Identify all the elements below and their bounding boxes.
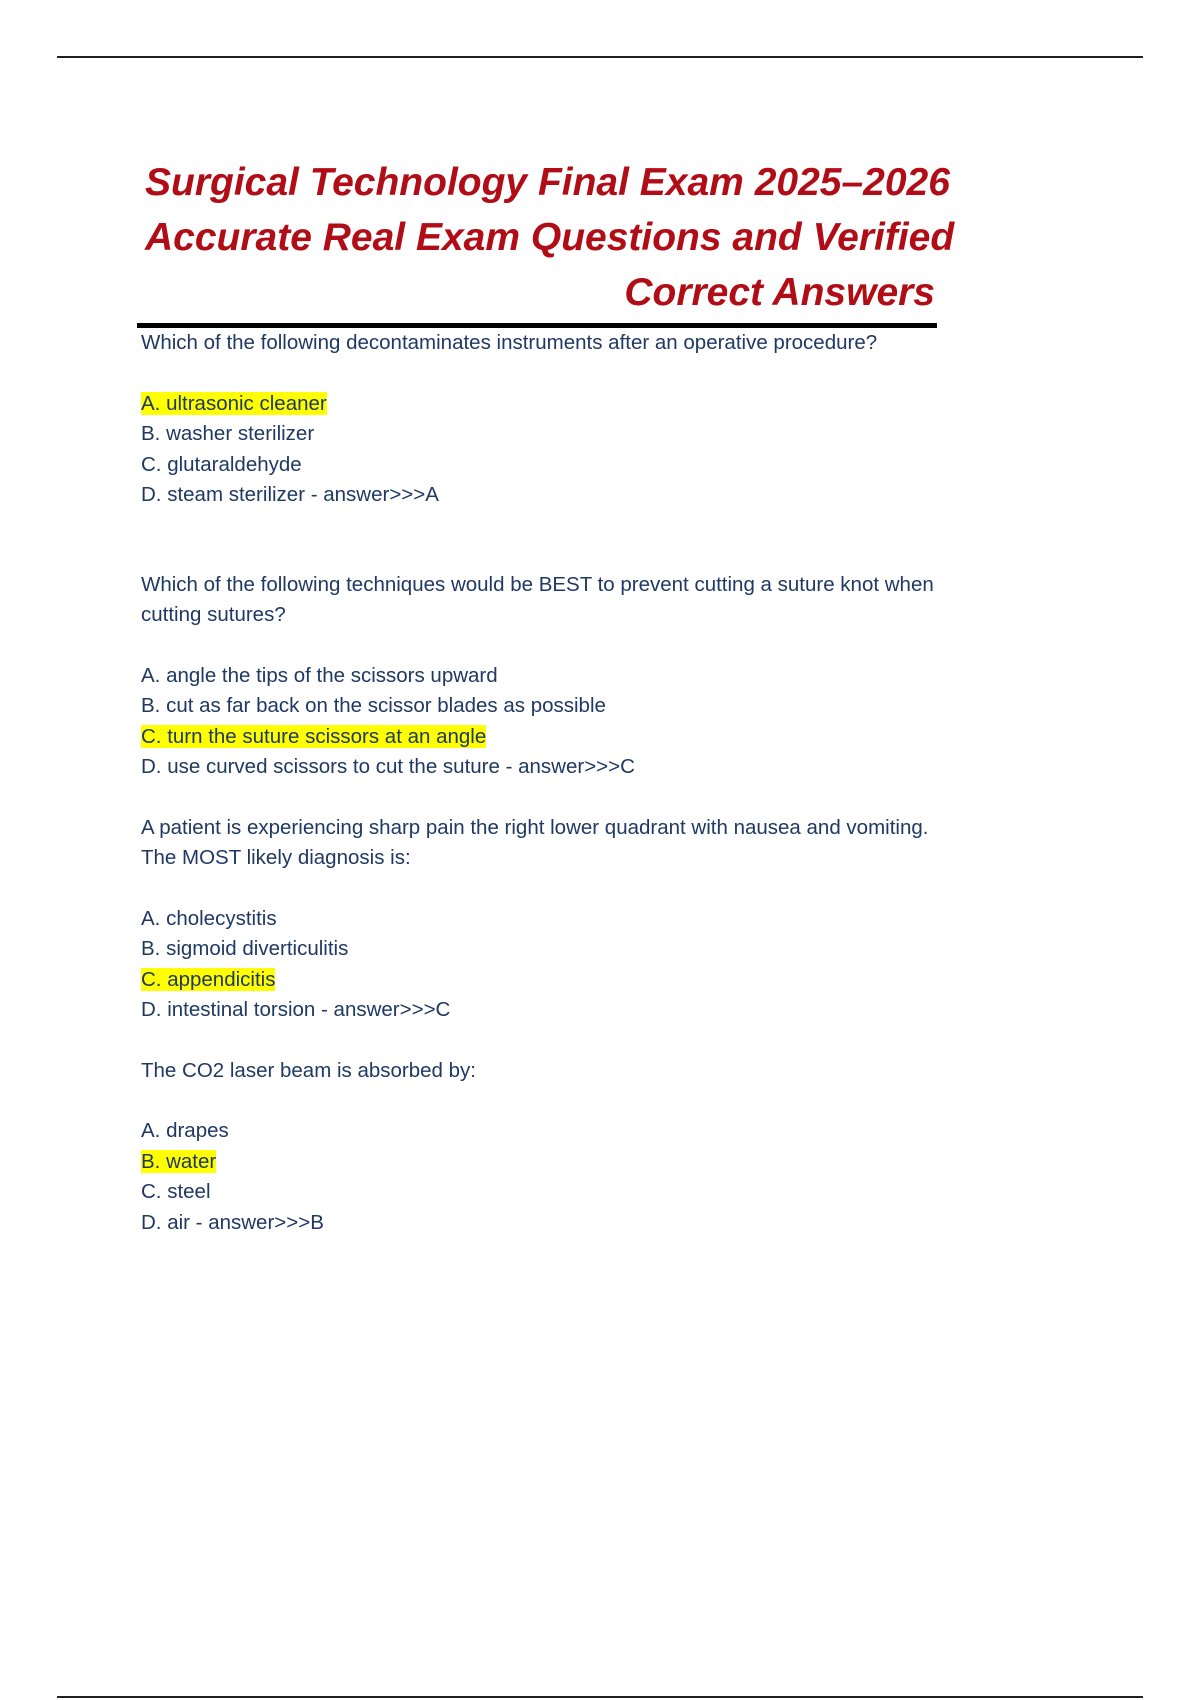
answer-highlight: C. appendicitis (141, 967, 276, 991)
question-2-option-d: D. use curved scissors to cut the suture - answer>>>C (141, 755, 635, 778)
answer-highlight: C. turn the suture scissors at an angle (141, 724, 487, 748)
answer-highlight: B. water (141, 1149, 217, 1173)
question-4-option-c: C. steel (141, 1180, 211, 1203)
question-3-options (141, 904, 1041, 1026)
question-2-option-c (141, 722, 1041, 753)
question-3-text-line-2: The MOST likely diagnosis is: (141, 846, 411, 869)
title-line-1: Surgical Technology Final Exam 2025–2026 (145, 161, 950, 204)
question-4-options (141, 1116, 1041, 1238)
question-2-option-a: A. angle the tips of the scissors upward (141, 663, 498, 687)
spacer (141, 1026, 1041, 1056)
question-1 (141, 328, 1041, 511)
question-2-text-line-2: cutting sutures? (141, 603, 286, 626)
question-2-text (141, 570, 1041, 631)
question-2-options (141, 661, 1041, 783)
question-2-text-line-1: Which of the following techniques would be BEST to prevent cutting a suture knot when (141, 572, 934, 596)
question-3 (141, 813, 1041, 1026)
question-1-option-c: C. glutaraldehyde (141, 452, 302, 476)
question-3-option-d: D. intestinal torsion - answer>>>C (141, 998, 451, 1021)
page-top-rule (57, 56, 1143, 58)
question-1-options (141, 389, 1041, 511)
question-4-text: The CO2 laser beam is absorbed by: (141, 1058, 476, 1082)
title-line-2: Accurate Real Exam Questions and Verified (145, 216, 955, 259)
question-4-option-d: D. air - answer>>>B (141, 1210, 324, 1234)
question-3-option-c (141, 965, 1041, 996)
question-1-option-a (141, 389, 1041, 420)
question-3-option-b: B. sigmoid diverticulitis (141, 937, 349, 960)
question-2 (141, 570, 1041, 783)
question-3-text-line-1: A patient is experiencing sharp pain the right lower quadrant with nausea and vomiting. (141, 815, 929, 839)
question-1-option-d: D. steam sterilizer - answer>>>A (141, 483, 439, 506)
question-1-option-b: B. washer sterilizer (141, 422, 315, 445)
document-title (145, 155, 955, 320)
question-2-option-b: B. cut as far back on the scissor blades as possible (141, 694, 606, 717)
question-1-text: Which of the following decontaminates instruments after an operative procedure? (141, 331, 878, 354)
answer-highlight: A. ultrasonic cleaner (141, 391, 327, 415)
question-3-option-a: A. cholecystitis (141, 906, 277, 930)
question-3-text (141, 813, 1041, 874)
question-4-option-b (141, 1147, 1041, 1178)
question-4-option-a: A. drapes (141, 1119, 229, 1142)
spacer (141, 511, 1041, 570)
question-list (141, 328, 1041, 1238)
spacer (141, 783, 1041, 813)
question-4 (141, 1056, 1041, 1239)
page-bottom-rule (57, 1696, 1143, 1698)
title-line-3: Correct Answers (624, 271, 935, 314)
